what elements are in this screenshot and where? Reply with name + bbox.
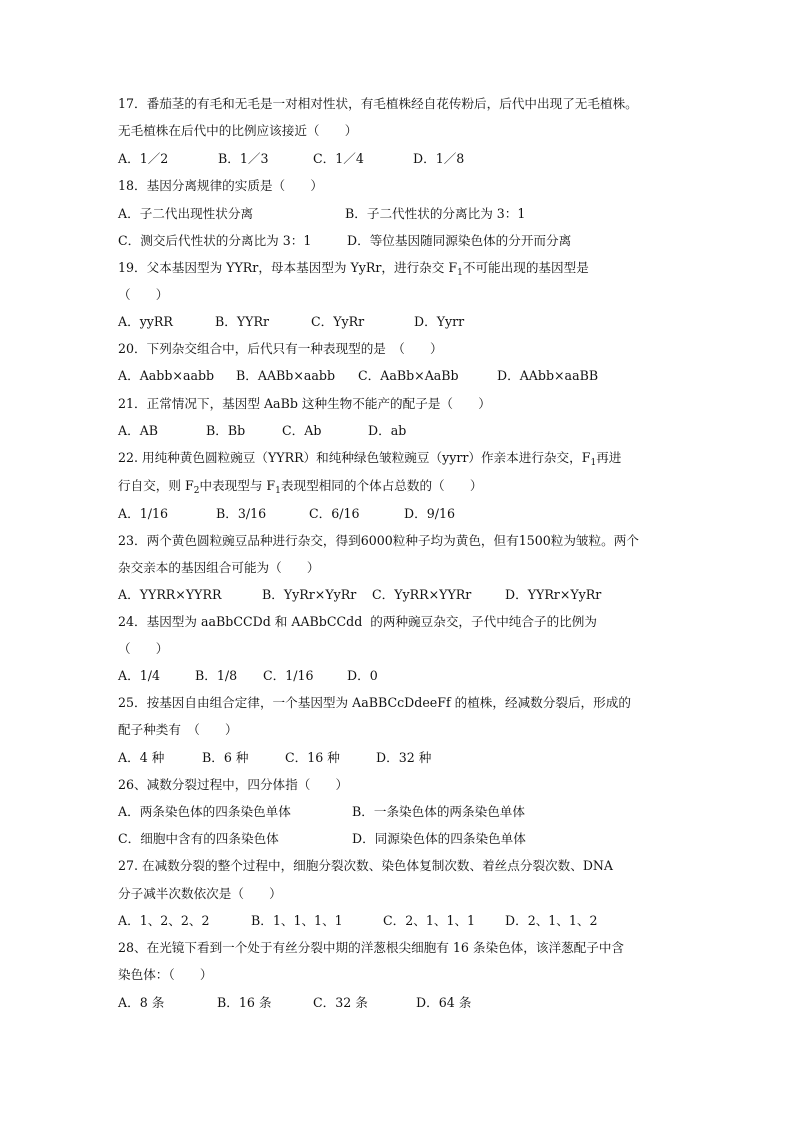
question-22-stem-line-2 [118, 477, 482, 495]
question-18-option-d: D．等位基因随同源染色体的分开而分离 [347, 233, 572, 248]
question-19-stem-part-1: 19．父本基因型为 YYRr，母本基因型为 YyRr，进行杂交 F [118, 260, 458, 275]
question-25-option-c: C．16 种 [285, 750, 340, 765]
question-27-option-b: B．1、1、1、1 [251, 913, 343, 928]
question-17-option-d: D．1／8 [413, 151, 465, 166]
question-22-subscript-2: 2 [193, 486, 200, 496]
question-23-stem-line-2: 杂交亲本的基因组合可能为（ ） [118, 560, 320, 575]
question-25-stem-line-2: 配子种类有 （ ） [118, 722, 238, 737]
question-18-option-c: C．测交后代性状的分离比为 3：1 [118, 233, 312, 248]
question-22-option-a: A．1/16 [118, 506, 168, 521]
question-25-option-b: B．6 种 [202, 750, 249, 765]
question-26-option-d: D．同源染色体的四条染色单体 [352, 831, 526, 846]
question-26-stem: 26、减数分裂过程中，四分体指（ ） [118, 777, 349, 792]
question-27-option-c: C．2、1、1、1 [383, 913, 476, 928]
question-21-stem: 21．正常情况下，基因型 AaBb 这种生物不能产的配子是（ ） [118, 396, 491, 411]
question-22-option-b: B．3/16 [216, 506, 267, 521]
question-25-stem-line-1: 25．按基因自由组合定律，一个基因型为 AaBBCcDdeeFf 的植株，经减数分裂后，形成的 [118, 695, 631, 710]
question-24-option-c: C．1/16 [263, 668, 314, 683]
question-27-option-a: A．1、2、2、2 [118, 913, 210, 928]
question-22-stem-part-5: 表现型相同的个体占总数的（ ） [280, 478, 483, 493]
question-22-option-d: D．9/16 [404, 506, 455, 521]
question-18-option-a: A．子二代出现性状分离 [118, 206, 254, 221]
question-23-option-b: B．YyRr×YyRr [262, 587, 357, 602]
question-19-stem-line-2: （ ） [118, 287, 169, 302]
question-22-stem-part-2: 再进 [596, 450, 622, 465]
question-24-stem-line-1: 24．基因型为 aaBbCCDd 和 AABbCCdd 的两种豌豆杂交，子代中纯合子的比例为 [118, 614, 597, 629]
question-28-option-b: B．16 条 [217, 995, 272, 1010]
question-17-option-c: C．1／4 [313, 151, 364, 166]
question-17-option-a: A．1／2 [118, 151, 169, 166]
question-19-option-d: D．Yyrr [414, 314, 465, 329]
question-27-stem-line-2: 分子减半次数依次是（ ） [118, 886, 282, 901]
question-19-option-b: B．YYRr [215, 314, 269, 329]
question-18-option-b: B．子二代性状的分离比为 3：1 [345, 206, 526, 221]
question-21-option-b: B．Bb [206, 423, 246, 438]
question-20-option-c: C．AaBb×AaBb [358, 368, 459, 383]
question-28-option-a: A．8 条 [118, 995, 165, 1010]
question-24-option-d: D．0 [347, 668, 378, 683]
question-19-stem-part-2: 不可能出现的基因型是 [462, 260, 589, 275]
question-28-option-c: C．32 条 [313, 995, 368, 1010]
question-21-option-a: A．AB [118, 423, 159, 438]
question-26-option-c: C．细胞中含有的四条染色体 [118, 831, 279, 846]
question-26-option-b: B．一条染色体的两条染色单体 [352, 804, 525, 819]
question-22-stem-line-1 [118, 449, 621, 467]
question-22-subscript-1: 1 [590, 458, 597, 468]
question-26-option-a: A．两条染色体的四条染色单体 [118, 804, 291, 819]
question-22-option-c: C．6/16 [309, 506, 360, 521]
question-17-stem-line-1: 17．番茄茎的有毛和无毛是一对相对性状，有毛植株经自花传粉后，后代中出现了无毛植株。 [118, 96, 638, 111]
question-19-stem-line-1 [118, 259, 589, 277]
question-19-option-c: C．YyRr [311, 314, 365, 329]
question-20-option-d: D．AAbb×aaBB [497, 368, 599, 383]
question-25-option-d: D．32 种 [376, 750, 432, 765]
question-22-stem-part-1: 22. 用纯种黄色圆粒豌豆（YYRR）和纯种绿色皱粒豌豆（yyrr）作亲本进行杂交，F [118, 450, 591, 465]
question-23-option-a: A．YYRR×YYRR [118, 587, 222, 602]
question-20-option-a: A．Aabb×aabb [118, 368, 215, 383]
question-23-option-d: D．YYRr×YyRr [505, 587, 602, 602]
question-28-stem-line-1: 28、在光镜下看到一个处于有丝分裂中期的洋葱根尖细胞有 16 条染色体，该洋葱配子中含 [118, 940, 625, 955]
question-27-stem-line-1: 27. 在减数分裂的整个过程中，细胞分裂次数、染色体复制次数、着丝点分裂次数、DNA [118, 858, 614, 873]
question-20-stem: 20．下列杂交组合中，后代只有一种表现型的是 （ ） [118, 341, 443, 356]
question-17-option-b: B．1／3 [218, 151, 269, 166]
question-22-subscript-3: 1 [275, 486, 281, 496]
question-24-option-a: A．1/4 [118, 668, 160, 683]
question-22-stem-part-4: 中表现型与 F [199, 478, 276, 493]
question-18-stem: 18．基因分离规律的实质是（ ） [118, 178, 323, 193]
question-21-option-d: D．ab [368, 423, 407, 438]
question-23-stem-line-1: 23．两个黄色圆粒豌豆品种进行杂交，得到6000粒种子均为黄色，但有1500粒为皱粒。两个 [118, 533, 639, 548]
question-17-stem-line-2: 无毛植株在后代中的比例应该接近（ ） [118, 123, 358, 138]
question-23-option-c: C．YyRR×YYRr [372, 587, 472, 602]
question-25-option-a: A．4 种 [118, 750, 165, 765]
question-19-subscript: 1 [457, 268, 463, 278]
question-21-option-c: C．Ab [282, 423, 322, 438]
question-27-option-d: D．2、1、1、2 [505, 913, 598, 928]
question-24-option-b: B．1/8 [195, 668, 238, 683]
question-28-option-d: D．64 条 [416, 995, 472, 1010]
question-19-option-a: A．yyRR [118, 314, 173, 329]
question-20-option-b: B．AABb×aabb [236, 368, 336, 383]
question-24-stem-line-2: （ ） [118, 641, 169, 656]
question-28-stem-line-2: 染色体：（ ） [118, 967, 213, 982]
question-22-stem-part-3: 行自交，则 F [118, 478, 194, 493]
